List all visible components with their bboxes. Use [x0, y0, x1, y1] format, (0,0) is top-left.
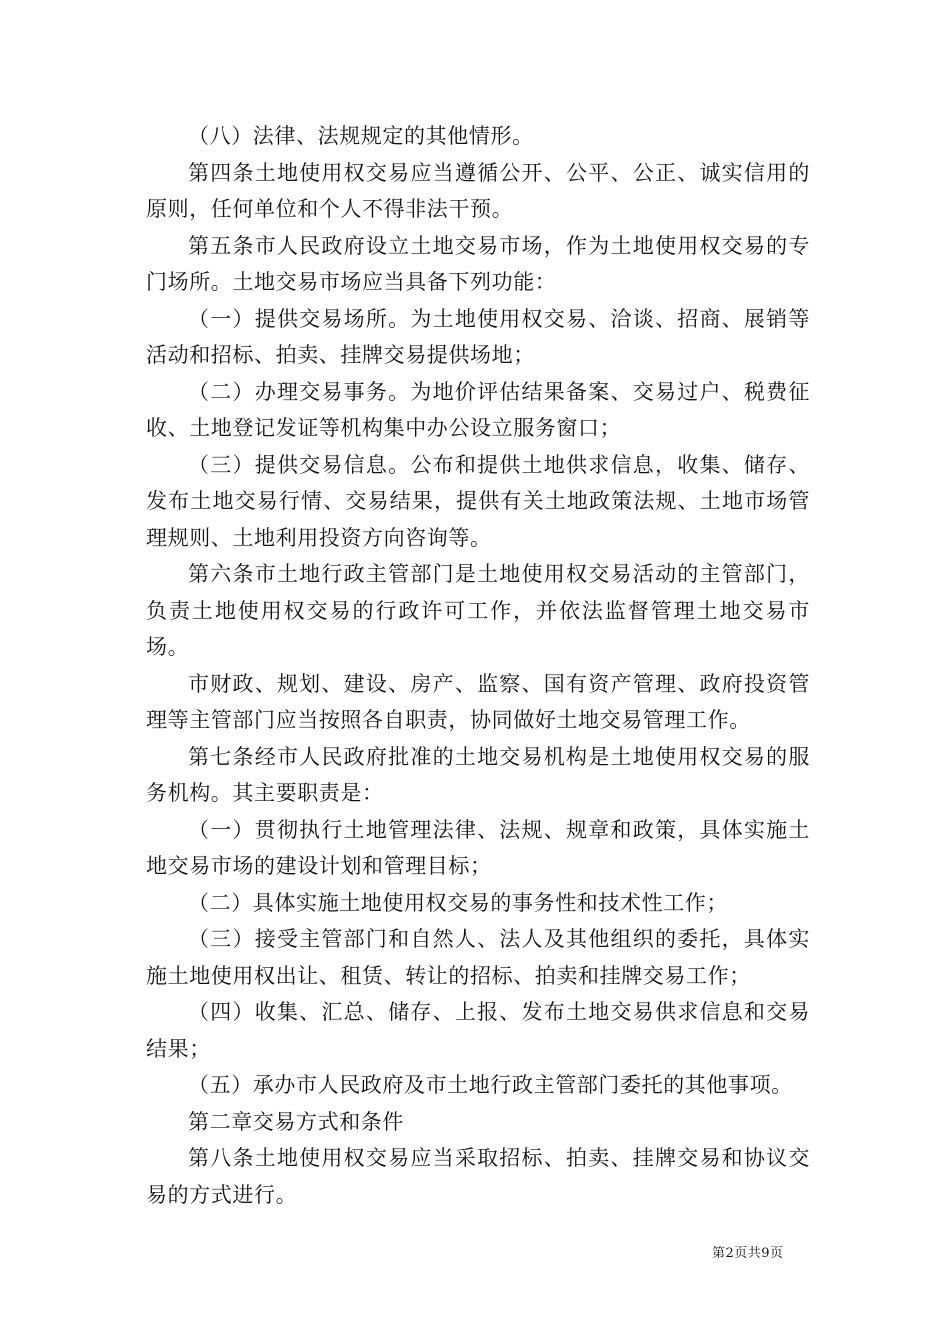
document-body [146, 118, 810, 1213]
paragraph-duty-2: （二）具体实施土地使用权交易的事务性和技术性工作； [188, 890, 728, 915]
paragraph-article-5: 第五条市人民政府设立土地交易市场，作为土地使用权交易的专门场所。土地交易市场应当具备下列功能： [146, 233, 810, 294]
paragraph-item-8: （八）法律、法规规定的其他情形。 [188, 124, 534, 148]
paragraph-article-8: 第八条土地使用权交易应当采取招标、拍卖、挂牌交易和协议交易的方式进行。 [146, 1146, 810, 1207]
paragraph-function-3: （三）提供交易信息。公布和提供土地供求信息，收集、储存、发布土地交易行情、交易结果，提供有关土地政策法规、土地市场管理规则、土地利用投资方向咨询等。 [146, 452, 810, 550]
paragraph-function-1: （一）提供交易场所。为土地使用权交易、洽谈、招商、展销等活动和招标、拍卖、挂牌交易提供场地； [146, 306, 810, 367]
paragraph-function-2: （二）办理交易事务。为地价评估结果备案、交易过户、税费征收、土地登记发证等机构集中办公设立服务窗口； [146, 379, 810, 440]
paragraph-article-4: 第四条土地使用权交易应当遵循公开、公平、公正、诚实信用的原则，任何单位和个人不得非法干预。 [146, 160, 810, 221]
paragraph-departments: 市财政、规划、建设、房产、监察、国有资产管理、政府投资管理等主管部门应当按照各自职责，协同做好土地交易管理工作。 [146, 671, 810, 732]
paragraph-article-7: 第七条经市人民政府批准的土地交易机构是土地使用权交易的服务机构。其主要职责是： [146, 744, 810, 805]
paragraph-duty-1: （一）贯彻执行土地管理法律、法规、规章和政策，具体实施土地交易市场的建设计划和管理目标； [146, 817, 810, 878]
paragraph-article-6: 第六条市土地行政主管部门是土地使用权交易活动的主管部门，负责土地使用权交易的行政许可工作，并依法监督管理土地交易市场。 [146, 562, 810, 659]
paragraph-duty-3: （三）接受主管部门和自然人、法人及其他组织的委托，具体实施土地使用权出让、租赁、转让的招标、拍卖和挂牌交易工作； [146, 927, 810, 988]
paragraph-duty-4: （四）收集、汇总、储存、上报、发布土地交易供求信息和交易结果； [146, 1000, 810, 1061]
chapter-heading: 第二章交易方式和条件 [188, 1109, 404, 1134]
page-number: 第2页共9页 [712, 1246, 784, 1261]
paragraph-duty-5: （五）承办市人民政府及市土地行政主管部门委托的其他事项。 [188, 1073, 793, 1097]
